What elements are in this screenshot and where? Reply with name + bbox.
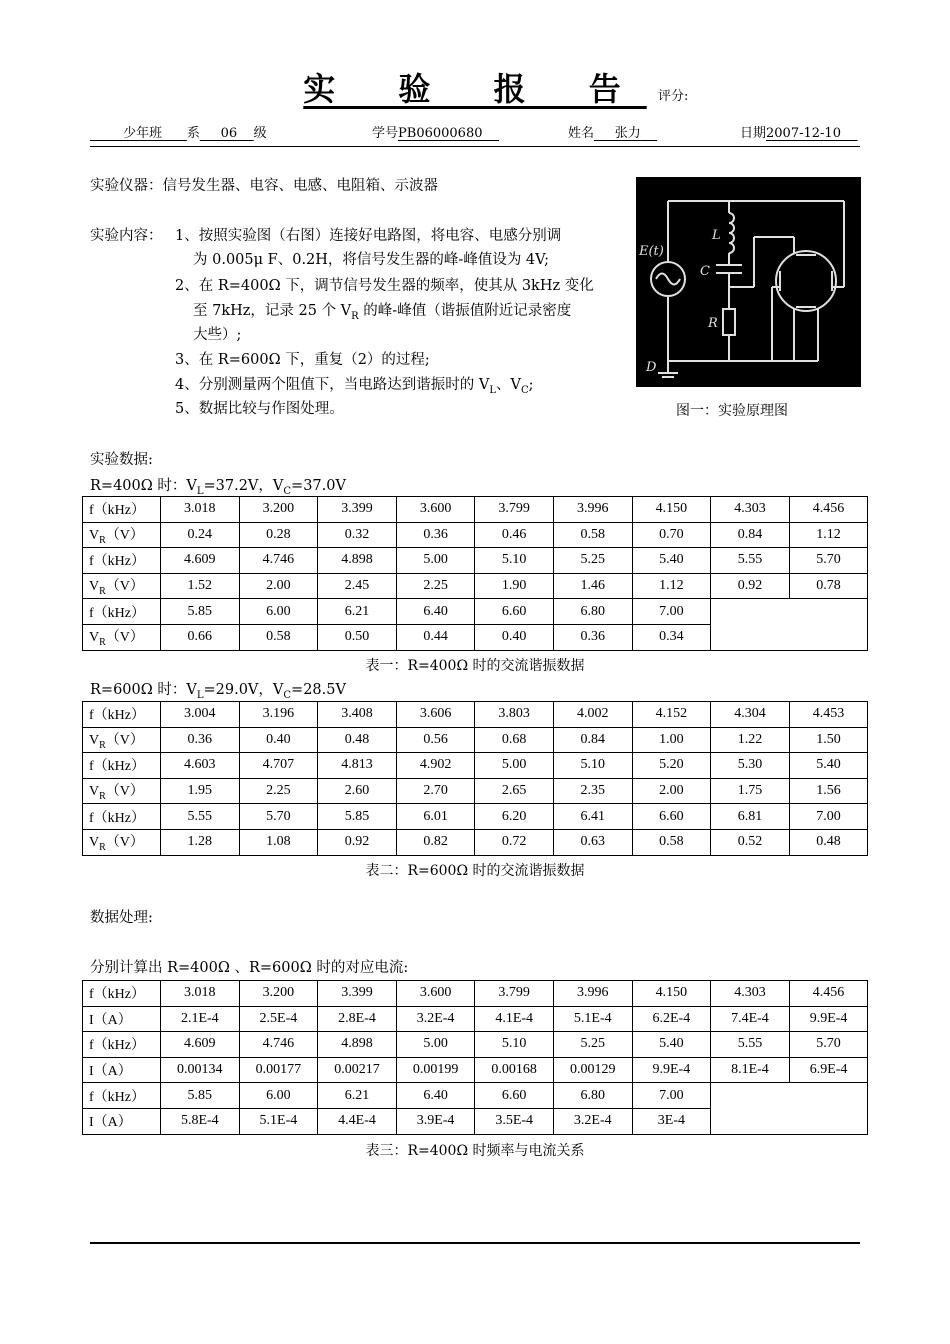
score-label: 评分:	[658, 89, 689, 104]
table-cell: 4.902	[396, 753, 475, 779]
table-cell: 5.70	[239, 804, 318, 830]
table-cell: 0.58	[239, 624, 318, 650]
table-cell: 3.399	[318, 981, 397, 1007]
table-row	[83, 804, 868, 830]
table-cell: 2.1E-4	[161, 1006, 240, 1032]
table-cell: 0.92	[318, 829, 397, 855]
row-label: f（kHz）	[83, 1032, 161, 1058]
table-cell: 2.70	[396, 778, 475, 804]
table-cell: 5.10	[475, 1032, 554, 1058]
table-cell: 4.150	[632, 497, 711, 523]
report-title-text: 实 验 报 告	[303, 70, 647, 108]
table-r400	[82, 496, 868, 651]
table-cell: 4.898	[318, 548, 397, 574]
label-resistor: R	[708, 316, 718, 331]
table-cell: 3.2E-4	[553, 1108, 632, 1134]
table-row	[83, 778, 868, 804]
circuit-diagram-svg	[636, 177, 861, 387]
table-cell: 0.78	[789, 573, 868, 599]
grade-label: 级	[253, 126, 267, 141]
row-label: I（A）	[83, 1006, 161, 1032]
table-cell: 4.152	[632, 702, 711, 728]
step-1-line-1: 1、按照实验图（右图）连接好电路图，将电容、电感分别调	[175, 228, 562, 244]
table-cell: 4.609	[161, 1032, 240, 1058]
class-info	[90, 122, 267, 141]
table-cell: 4.304	[711, 702, 790, 728]
table-cell: 2.5E-4	[239, 1006, 318, 1032]
table-cell: 3.606	[396, 702, 475, 728]
table-cell: 2.8E-4	[318, 1006, 397, 1032]
table-cell: 0.36	[396, 522, 475, 548]
table-cell: 5.85	[161, 599, 240, 625]
table-cell: 0.34	[632, 624, 711, 650]
table-cell: 1.56	[789, 778, 868, 804]
table-row	[83, 829, 868, 855]
table-cell: 5.00	[396, 548, 475, 574]
table-cell: 5.00	[475, 753, 554, 779]
table-cell: 3.2E-4	[396, 1006, 475, 1032]
table-cell: 5.25	[553, 1032, 632, 1058]
row-label: f（kHz）	[83, 753, 161, 779]
table-cell: 6.40	[396, 1083, 475, 1109]
table-cell: 5.40	[632, 548, 711, 574]
table-cell: 3.200	[239, 497, 318, 523]
content-label: 实验内容：	[90, 228, 163, 244]
table-cell: 0.58	[553, 522, 632, 548]
step-2-line-3: 大些）;	[193, 327, 242, 343]
table-cell: 4.898	[318, 1032, 397, 1058]
table-cell: 2.00	[239, 573, 318, 599]
step-3-line: 3、在 R=600Ω 下，重复（2）的过程;	[175, 352, 430, 368]
table-cell: 5.30	[711, 753, 790, 779]
table-cell: 5.1E-4	[239, 1108, 318, 1134]
table-cell: 7.00	[789, 804, 868, 830]
table-cell: 3.5E-4	[475, 1108, 554, 1134]
table-cell: 5.1E-4	[553, 1006, 632, 1032]
row-label: $V_R(V)$	[83, 522, 161, 548]
data-section-label: 实验数据:	[90, 452, 153, 468]
table-cell: 5.70	[789, 548, 868, 574]
table-row	[83, 753, 868, 779]
table-row	[83, 1006, 868, 1032]
row-label: $V_R(V)$	[83, 778, 161, 804]
table-cell: 0.84	[553, 727, 632, 753]
empty-cell	[711, 599, 868, 650]
table-cell: 7.00	[632, 599, 711, 625]
table-1-caption: 表一：R=400Ω 时的交流谐振数据	[365, 658, 585, 674]
table-row	[83, 522, 868, 548]
table-cell: 1.90	[475, 573, 554, 599]
table-row	[83, 599, 868, 625]
table-cell: 6.2E-4	[632, 1006, 711, 1032]
table-2-caption: 表二：R=600Ω 时的交流谐振数据	[365, 863, 585, 879]
table-row	[83, 1032, 868, 1058]
student-name-value: 张力	[614, 126, 641, 141]
table-cell: 0.44	[396, 624, 475, 650]
report-title	[0, 64, 950, 110]
table-cell: 0.70	[632, 522, 711, 548]
table-cell: 3.996	[553, 981, 632, 1007]
table-cell: 3.408	[318, 702, 397, 728]
table-cell: 5.40	[789, 753, 868, 779]
table-cell: 6.41	[553, 804, 632, 830]
table-cell: 9.9E-4	[789, 1006, 868, 1032]
table-cell: 4.456	[789, 981, 868, 1007]
table-cell: 4.707	[239, 753, 318, 779]
circuit-diagram	[636, 177, 861, 387]
table-cell: 1.08	[239, 829, 318, 855]
table-row	[83, 548, 868, 574]
student-id-info	[372, 122, 499, 141]
table-cell: 1.00	[632, 727, 711, 753]
row-label: f（kHz）	[83, 981, 161, 1007]
table-cell: 4.746	[239, 1032, 318, 1058]
table-cell: 3.9E-4	[396, 1108, 475, 1134]
table-cell: 5.00	[396, 1032, 475, 1058]
table-cell: 6.9E-4	[789, 1057, 868, 1083]
label-source: E(t)	[639, 244, 664, 259]
table-cell: 6.60	[475, 599, 554, 625]
table-cell: 0.48	[318, 727, 397, 753]
table-cell: 6.60	[632, 804, 711, 830]
table-cell: 2.45	[318, 573, 397, 599]
table-cell: 6.01	[396, 804, 475, 830]
row-label: f（kHz）	[83, 599, 161, 625]
table-cell: 0.46	[475, 522, 554, 548]
table-cell: 6.80	[553, 1083, 632, 1109]
table-cell: 6.00	[239, 1083, 318, 1109]
table-cell: 2.60	[318, 778, 397, 804]
table-cell: 1.75	[711, 778, 790, 804]
figure-caption: 图一：实验原理图	[676, 403, 788, 419]
date-label: 日期	[740, 126, 767, 141]
row-label: f（kHz）	[83, 1083, 161, 1109]
step-1-line-2: 为 0.005μ F、0.2H，将信号发生器的峰-峰值设为 4V;	[193, 252, 550, 268]
date-value: 2007-12-10	[766, 126, 841, 141]
table-cell: 0.40	[239, 727, 318, 753]
table-cell: 0.00129	[553, 1057, 632, 1083]
current-note: 分别计算出 R=400Ω 、R=600Ω 时的对应电流:	[90, 960, 409, 976]
table-cell: 3.799	[475, 497, 554, 523]
table-cell: 6.21	[318, 599, 397, 625]
table-current-r400	[82, 980, 868, 1135]
table-cell: 4.4E-4	[318, 1108, 397, 1134]
table-cell: 1.95	[161, 778, 240, 804]
table-r600	[82, 701, 868, 856]
table-row	[83, 727, 868, 753]
row-label: f（kHz）	[83, 702, 161, 728]
table-row	[83, 497, 868, 523]
table-cell: 5.70	[789, 1032, 868, 1058]
table-cell: 5.85	[318, 804, 397, 830]
dept-label: 系	[186, 126, 200, 141]
row-label: f（kHz）	[83, 548, 161, 574]
table-cell: 5.20	[632, 753, 711, 779]
row-label: $V_R(V)$	[83, 829, 161, 855]
table-cell: 8.1E-4	[711, 1057, 790, 1083]
table-cell: 5.85	[161, 1083, 240, 1109]
table-cell: 0.56	[396, 727, 475, 753]
table-cell: 6.20	[475, 804, 554, 830]
table-cell: 0.58	[632, 829, 711, 855]
table-cell: 2.65	[475, 778, 554, 804]
table-cell: 6.60	[475, 1083, 554, 1109]
row-label: I（A）	[83, 1057, 161, 1083]
table-cell: 0.66	[161, 624, 240, 650]
table-cell: 3E-4	[632, 1108, 711, 1134]
table-cell: 3.018	[161, 497, 240, 523]
table-cell: 6.40	[396, 599, 475, 625]
table-cell: 1.12	[789, 522, 868, 548]
step-4-line: 4、分别测量两个阻值下，当电路达到谐振时的 $V_L$、$V_C$;	[175, 377, 534, 396]
table-cell: 0.32	[318, 522, 397, 548]
table-cell: 7.4E-4	[711, 1006, 790, 1032]
table-cell: 4.603	[161, 753, 240, 779]
table-cell: 0.50	[318, 624, 397, 650]
table-cell: 1.52	[161, 573, 240, 599]
table-cell: 3.399	[318, 497, 397, 523]
student-name-info	[568, 122, 657, 141]
table-cell: 0.84	[711, 522, 790, 548]
row-label: f（kHz）	[83, 804, 161, 830]
row-label: $V_R(V)$	[83, 727, 161, 753]
table-cell: 0.48	[789, 829, 868, 855]
table-cell: 0.24	[161, 522, 240, 548]
table-cell: 3.600	[396, 981, 475, 1007]
table-cell: 3.803	[475, 702, 554, 728]
table-cell: 0.36	[553, 624, 632, 650]
table-cell: 1.12	[632, 573, 711, 599]
header-rule	[90, 146, 860, 147]
table-cell: 6.00	[239, 599, 318, 625]
r600-note: R=600Ω 时：$V_L=29.0V$，$V_C=28.5V$	[90, 682, 346, 701]
table-cell: 9.9E-4	[632, 1057, 711, 1083]
class-name: 少年班	[123, 126, 163, 141]
table-cell: 3.200	[239, 981, 318, 1007]
date-info	[740, 122, 858, 141]
table-cell: 4.453	[789, 702, 868, 728]
table-cell: 3.196	[239, 702, 318, 728]
row-label: I（A）	[83, 1108, 161, 1134]
table-cell: 5.10	[475, 548, 554, 574]
table-cell: 0.40	[475, 624, 554, 650]
table-cell: 5.55	[161, 804, 240, 830]
table-cell: 0.00168	[475, 1057, 554, 1083]
table-cell: 0.82	[396, 829, 475, 855]
label-ground: D	[646, 360, 657, 375]
r400-note: R=400Ω 时：$V_L=37.2V$，$V_C=37.0V$	[90, 478, 346, 497]
student-name-label: 姓名	[568, 126, 595, 141]
table-cell: 4.456	[789, 497, 868, 523]
table-cell: 0.72	[475, 829, 554, 855]
label-inductor: L	[712, 228, 721, 243]
table-cell: 5.55	[711, 548, 790, 574]
empty-cell	[711, 1083, 868, 1134]
table-cell: 3.004	[161, 702, 240, 728]
table-cell: 0.92	[711, 573, 790, 599]
table-cell: 2.25	[239, 778, 318, 804]
table-cell: 4.002	[553, 702, 632, 728]
table-cell: 2.00	[632, 778, 711, 804]
table-row	[83, 981, 868, 1007]
table-cell: 6.21	[318, 1083, 397, 1109]
table-row	[83, 573, 868, 599]
table-row	[83, 1083, 868, 1109]
table-cell: 4.1E-4	[475, 1006, 554, 1032]
table-cell: 0.28	[239, 522, 318, 548]
footer-rule	[90, 1242, 860, 1244]
step-2-line-2: 至 7kHz，记录 25 个 $V_R$ 的峰-峰值（谐振值附近记录密度	[193, 303, 572, 322]
row-label: f（kHz）	[83, 497, 161, 523]
table-cell: 7.00	[632, 1083, 711, 1109]
table-cell: 4.303	[711, 497, 790, 523]
table-cell: 0.00199	[396, 1057, 475, 1083]
table-cell: 4.150	[632, 981, 711, 1007]
table-cell: 2.25	[396, 573, 475, 599]
table-cell: 5.55	[711, 1032, 790, 1058]
label-capacitor: C	[700, 264, 710, 279]
processing-label: 数据处理:	[90, 910, 153, 926]
row-label: $V_R(V)$	[83, 573, 161, 599]
row-label: $V_R(V)$	[83, 624, 161, 650]
table-cell: 5.25	[553, 548, 632, 574]
student-id-value: PB06000680	[398, 126, 483, 141]
table-cell: 6.81	[711, 804, 790, 830]
table-cell: 3.018	[161, 981, 240, 1007]
table-cell: 4.609	[161, 548, 240, 574]
table-cell: 3.799	[475, 981, 554, 1007]
table-cell: 1.50	[789, 727, 868, 753]
table-cell: 0.36	[161, 727, 240, 753]
table-cell: 0.63	[553, 829, 632, 855]
table-row	[83, 1057, 868, 1083]
table-cell: 0.00217	[318, 1057, 397, 1083]
table-cell: 1.46	[553, 573, 632, 599]
table-cell: 3.600	[396, 497, 475, 523]
table-cell: 1.28	[161, 829, 240, 855]
table-cell: 4.813	[318, 753, 397, 779]
table-3-caption: 表三：R=400Ω 时频率与电流关系	[365, 1143, 585, 1159]
step-2-line-1: 2、在 R=400Ω 下，调节信号发生器的频率，使其从 3kHz 变化	[175, 278, 594, 294]
table-cell: 5.40	[632, 1032, 711, 1058]
table-cell: 0.00134	[161, 1057, 240, 1083]
instruments-line: 实验仪器：信号发生器、电容、电感、电阻箱、示波器	[90, 178, 438, 194]
table-cell: 0.68	[475, 727, 554, 753]
table-cell: 1.22	[711, 727, 790, 753]
table-cell: 0.00177	[239, 1057, 318, 1083]
grade-value: 06	[220, 126, 238, 141]
table-cell: 5.8E-4	[161, 1108, 240, 1134]
table-cell: 4.303	[711, 981, 790, 1007]
student-id-label: 学号	[372, 126, 399, 141]
table-row	[83, 702, 868, 728]
step-5-line: 5、数据比较与作图处理。	[175, 401, 344, 417]
table-cell: 0.52	[711, 829, 790, 855]
table-cell: 4.746	[239, 548, 318, 574]
table-cell: 2.35	[553, 778, 632, 804]
table-cell: 3.996	[553, 497, 632, 523]
table-cell: 5.10	[553, 753, 632, 779]
table-cell: 6.80	[553, 599, 632, 625]
